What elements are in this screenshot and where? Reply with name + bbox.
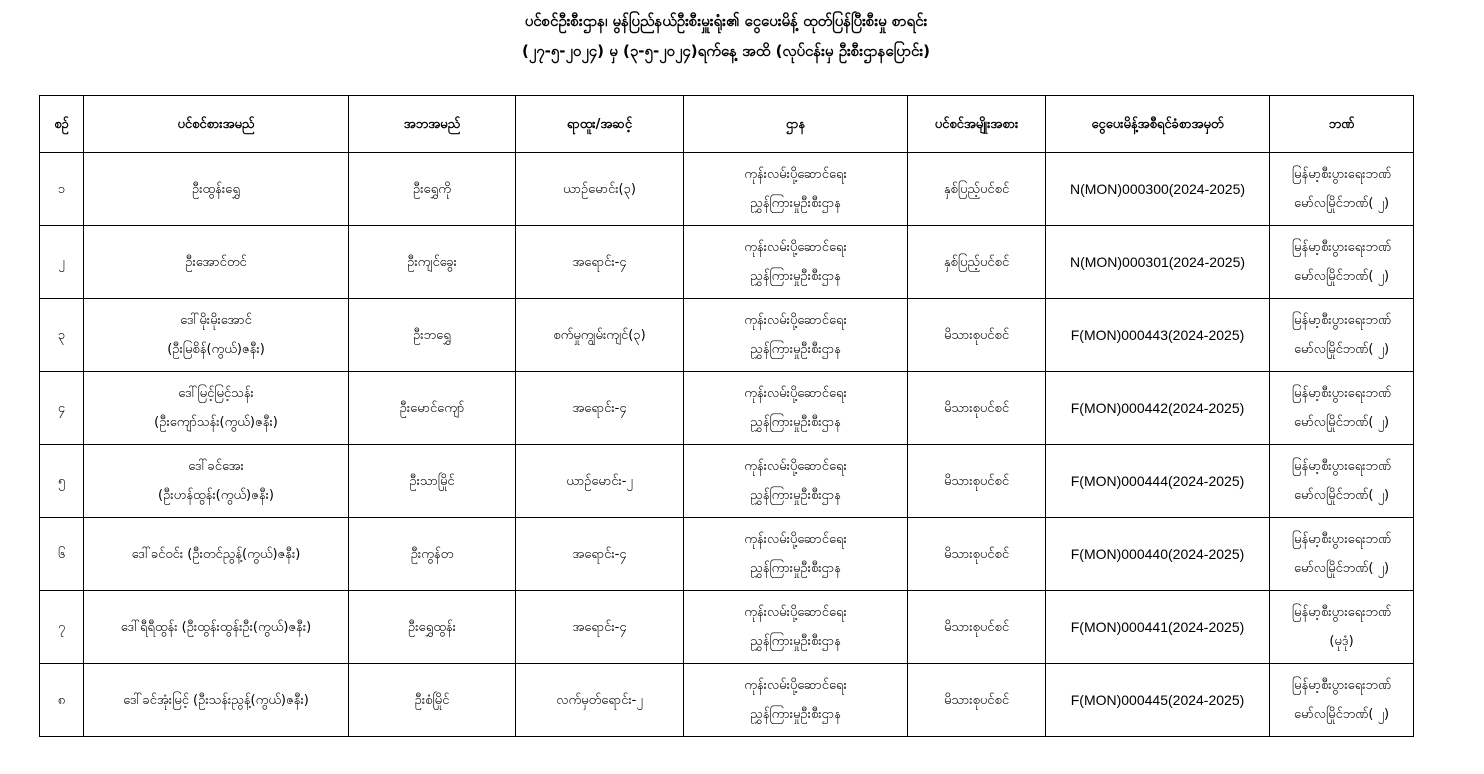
pension-table: [39, 95, 1414, 737]
cell-rank: စက်မှုကျွမ်းကျင်(၃): [516, 299, 684, 372]
cell-father-name: ဦးကွန်တ: [349, 518, 516, 591]
cell-father-name: ဦးစံမြိုင်: [349, 664, 516, 737]
cell-bank-line: မော်လမြိုင်ဘဏ်( ၂): [1293, 488, 1390, 503]
cell-department-line: ညွှန်ကြားမှုဦးစီးဌာန: [750, 634, 841, 649]
cell-bank: [1270, 226, 1414, 299]
cell-bank-line: မော်လမြိုင်ဘဏ်( ၂): [1293, 269, 1390, 284]
cell-order-number: F(MON)000445(2024-2025): [1046, 664, 1270, 737]
cell-father-name: ဦးမောင်ကျော်: [349, 372, 516, 445]
cell-department-line: ကုန်းလမ်းပို့ဆောင်ရေး: [744, 678, 847, 693]
cell-bank: [1270, 299, 1414, 372]
table-row: [40, 664, 1414, 737]
cell-pensioner-name-line: ဒေါ်မြင့်မြင့်သန်း: [178, 386, 254, 401]
cell-department-line: ညွှန်ကြားမှုဦးစီးဌာန: [750, 415, 841, 430]
cell-rank: လက်မှတ်ရောင်း-၂: [516, 664, 684, 737]
cell-department: [684, 664, 908, 737]
cell-department-line: ညွှန်ကြားမှုဦးစီးဌာန: [750, 196, 841, 211]
cell-pensioner-name-line: ဒေါ်ခင်ဝင်း (ဦးတင်ညွန့်(ကွယ်)ဇနီး): [131, 546, 301, 562]
cell-pensioner-name-line: ဒေါ်ခင်အုံးမြင့် (ဦးသန်းညွန့်(ကွယ်)ဇနီး): [123, 692, 309, 708]
cell-father-name: ဦးဘရွှေ: [349, 299, 516, 372]
cell-bank-line: မြန်မာ့စီးပွားရေးဘဏ်: [1291, 605, 1392, 620]
cell-bank-line: မော်လမြိုင်ဘဏ်( ၂): [1293, 707, 1390, 722]
table-row: [40, 226, 1414, 299]
cell-pension-type: မိသားစုပင်စင်: [908, 664, 1046, 737]
cell-department-line: ကုန်းလမ်းပို့ဆောင်ရေး: [744, 240, 847, 255]
cell-rank: အရောင်း-၄: [516, 591, 684, 664]
cell-bank-line: မြန်မာ့စီးပွားရေးဘဏ်: [1291, 532, 1392, 547]
cell-serial: ၈: [40, 664, 84, 737]
cell-serial: ၃: [40, 299, 84, 372]
cell-bank-line: မြန်မာ့စီးပွားရေးဘဏ်: [1291, 313, 1392, 328]
cell-bank: [1270, 372, 1414, 445]
table-row: [40, 518, 1414, 591]
cell-serial: ၇: [40, 591, 84, 664]
cell-department: [684, 299, 908, 372]
cell-pension-type: မိသားစုပင်စင်: [908, 445, 1046, 518]
cell-pensioner-name: [84, 664, 349, 737]
cell-serial: ၁: [40, 153, 84, 226]
table-header-row: [40, 96, 1414, 153]
cell-pension-type: မိသားစုပင်စင်: [908, 372, 1046, 445]
cell-department-line: ညွှန်ကြားမှုဦးစီးဌာန: [750, 488, 841, 503]
document-subtitle: (၂၇-၅-၂၀၂၄) မှ (၃-၅-၂၀၂၄)ရက်နေ့ အထိ (လုပ်ငန်းမှ ဦးစီးဌာနပြောင်း): [521, 42, 931, 60]
cell-order-number: F(MON)000443(2024-2025): [1046, 299, 1270, 372]
cell-pensioner-name: [84, 299, 349, 372]
table-row: [40, 153, 1414, 226]
cell-serial: ၆: [40, 518, 84, 591]
cell-order-number: F(MON)000442(2024-2025): [1046, 372, 1270, 445]
cell-bank-line: မော်လမြိုင်ဘဏ်( ၂): [1293, 415, 1390, 430]
cell-rank: ယာဉ်မောင်း(၃): [516, 153, 684, 226]
table-row: [40, 445, 1414, 518]
cell-bank-line: မြန်မာ့စီးပွားရေးဘဏ်: [1291, 167, 1392, 182]
cell-pension-type: မိသားစုပင်စင်: [908, 299, 1046, 372]
cell-pensioner-name-line: (ဦးဟန်ထွန်း(ကွယ်)ဇနီး): [158, 488, 274, 503]
cell-bank-line: မြန်မာ့စီးပွားရေးဘဏ်: [1291, 240, 1392, 255]
header-rank: ရာထူး/အဆင့်: [516, 96, 684, 153]
cell-rank: ယာဉ်မောင်း-၂: [516, 445, 684, 518]
cell-rank: အရောင်း-၄: [516, 518, 684, 591]
table-row: [40, 591, 1414, 664]
cell-pensioner-name-line: ဒေါ်မိုးမိုးအောင်: [180, 313, 252, 328]
cell-pension-type: နှစ်ပြည့်ပင်စင်: [908, 153, 1046, 226]
cell-department: [684, 518, 908, 591]
cell-pensioner-name-line: (ဦးမြစိန်(ကွယ်)ဇနီး): [167, 342, 265, 357]
header-father-name: အဘအမည်: [349, 96, 516, 153]
header-department: ဌာန: [684, 96, 908, 153]
cell-father-name: ဦးကျင်ခွေး: [349, 226, 516, 299]
cell-pensioner-name: [84, 153, 349, 226]
header-bank: ဘဏ်: [1270, 96, 1414, 153]
cell-father-name: ဦးရွှေကို: [349, 153, 516, 226]
table-body: [40, 153, 1414, 737]
header-serial: စဉ်: [40, 96, 84, 153]
cell-pensioner-name-line: ဦးထွန်းရွှေ: [192, 181, 240, 197]
cell-serial: ၄: [40, 372, 84, 445]
cell-bank-line: မော်လမြိုင်ဘဏ်( ၂): [1293, 561, 1390, 576]
header-order-number: ငွေပေးမိန့်အစီရင်ခံစာအမှတ်: [1046, 96, 1270, 153]
document-title: ပင်စင်ဦးစီးဌာန၊ မွန်ပြည်နယ်ဦးစီးမှူးရုံး၏ ငွေပေးမိန့် ထုတ်ပြန်ပြီးစီးမှု စာရင်း: [524, 12, 928, 30]
cell-order-number: N(MON)000301(2024-2025): [1046, 226, 1270, 299]
cell-bank-line: (မုဒုံ): [1329, 634, 1354, 649]
cell-order-number: F(MON)000440(2024-2025): [1046, 518, 1270, 591]
cell-department-line: ကုန်းလမ်းပို့ဆောင်ရေး: [744, 167, 847, 182]
cell-department-line: ညွှန်ကြားမှုဦးစီးဌာန: [750, 707, 841, 722]
cell-pensioner-name: [84, 591, 349, 664]
cell-bank-line: မြန်မာ့စီးပွားရေးဘဏ်: [1291, 386, 1392, 401]
cell-pensioner-name: [84, 518, 349, 591]
table-row: [40, 372, 1414, 445]
cell-department-line: ညွှန်ကြားမှုဦးစီးဌာန: [750, 342, 841, 357]
cell-bank: [1270, 591, 1414, 664]
cell-father-name: ဦးသာမြိုင်: [349, 445, 516, 518]
cell-bank-line: မော်လမြိုင်ဘဏ်( ၂): [1293, 342, 1390, 357]
cell-department: [684, 153, 908, 226]
cell-department: [684, 372, 908, 445]
cell-pensioner-name: [84, 226, 349, 299]
header-pension-type: ပင်စင်အမျိုးအစား: [908, 96, 1046, 153]
table-row: [40, 299, 1414, 372]
cell-pension-type: မိသားစုပင်စင်: [908, 518, 1046, 591]
cell-department: [684, 591, 908, 664]
cell-bank-line: မြန်မာ့စီးပွားရေးဘဏ်: [1291, 459, 1392, 474]
cell-order-number: F(MON)000441(2024-2025): [1046, 591, 1270, 664]
cell-bank: [1270, 664, 1414, 737]
cell-order-number: F(MON)000444(2024-2025): [1046, 445, 1270, 518]
cell-department-line: ညွှန်ကြားမှုဦးစီးဌာန: [750, 269, 841, 284]
cell-rank: အရောင်း-၄: [516, 226, 684, 299]
cell-father-name: ဦးရွှေထွန်း: [349, 591, 516, 664]
cell-department: [684, 445, 908, 518]
cell-department: [684, 226, 908, 299]
cell-serial: ၅: [40, 445, 84, 518]
cell-bank: [1270, 518, 1414, 591]
cell-pensioner-name: [84, 445, 349, 518]
cell-bank: [1270, 153, 1414, 226]
cell-pensioner-name-line: (ဦးကျော်သန်း(ကွယ်)ဇနီး): [154, 415, 278, 430]
cell-rank: အရောင်း-၄: [516, 372, 684, 445]
cell-department-line: ကုန်းလမ်းပို့ဆောင်ရေး: [744, 605, 847, 620]
cell-pension-type: မိသားစုပင်စင်: [908, 591, 1046, 664]
cell-pensioner-name-line: ဦးအောင်တင်: [185, 254, 247, 270]
cell-bank: [1270, 445, 1414, 518]
cell-pensioner-name-line: ဒေါ်ရီရီထွန်း (ဦးထွန်းထွန်းဦး(ကွယ်)ဇနီး): [120, 619, 312, 635]
cell-department-line: ကုန်းလမ်းပို့ဆောင်ရေး: [744, 386, 847, 401]
cell-department-line: ကုန်းလမ်းပို့ဆောင်ရေး: [744, 459, 847, 474]
cell-department-line: ကုန်းလမ်းပို့ဆောင်ရေး: [744, 532, 847, 547]
cell-pensioner-name: [84, 372, 349, 445]
cell-department-line: ညွှန်ကြားမှုဦးစီးဌာန: [750, 561, 841, 576]
cell-bank-line: မြန်မာ့စီးပွားရေးဘဏ်: [1291, 678, 1392, 693]
cell-bank-line: မော်လမြိုင်ဘဏ်( ၂): [1293, 196, 1390, 211]
cell-pensioner-name-line: ဒေါ်ခင်အေး: [188, 459, 244, 474]
cell-department-line: ကုန်းလမ်းပို့ဆောင်ရေး: [744, 313, 847, 328]
header-pensioner-name: ပင်စင်စားအမည်: [84, 96, 349, 153]
cell-order-number: N(MON)000300(2024-2025): [1046, 153, 1270, 226]
cell-pension-type: နှစ်ပြည့်ပင်စင်: [908, 226, 1046, 299]
cell-serial: ၂: [40, 226, 84, 299]
